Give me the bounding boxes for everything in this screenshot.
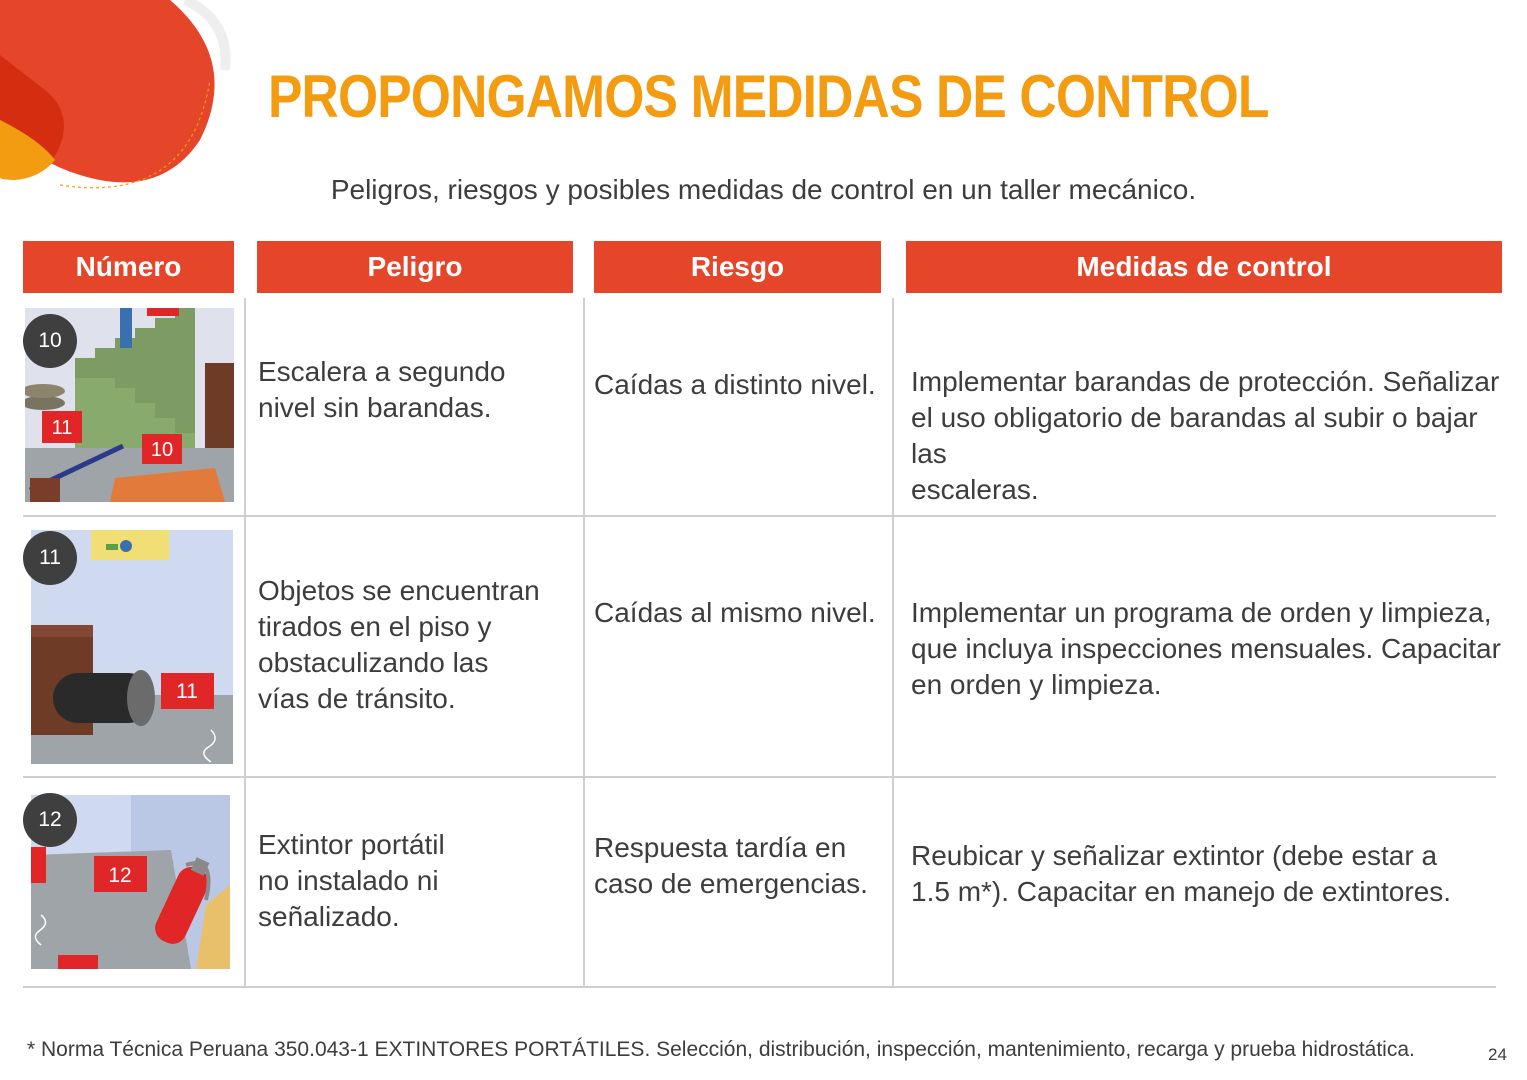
riesgo-cell: Caídas a distinto nivel. (594, 369, 876, 400)
column-divider (583, 298, 585, 988)
row-divider (23, 776, 1496, 778)
header-riesgo: Riesgo (594, 241, 881, 293)
medidas-cell: Reubicar y señalizar extintor (debe estar a 1.5 m*). Capacitar en manejo de extintores. (911, 840, 1452, 907)
medidas-cell: Implementar barandas de protección. Señalizar el uso obligatorio de barandas al subir o bajar las escaleras. (911, 366, 1500, 505)
row-number-badge: 11 (23, 531, 77, 585)
row-divider (23, 515, 1496, 517)
peligro-cell: Objetos se encuentran tirados en el piso y obstaculizando las vías de tránsito. (258, 575, 540, 714)
footnote: * Norma Técnica Peruana 350.043-1 EXTINTORES PORTÁTILES. Selección, distribución, inspección, mantenimiento, recarga y prueba hidrostática. (27, 1038, 1415, 1061)
column-divider (244, 298, 246, 988)
image-label: 11 (51, 417, 73, 439)
image-label: 10 (150, 439, 174, 461)
page-number: 24 (1488, 1045, 1507, 1064)
riesgo-cell: Respuesta tardía en caso de emergencias. (594, 832, 868, 899)
header-medidas: Medidas de control (906, 241, 1502, 293)
header-numero: Número (23, 241, 234, 293)
header-peligro: Peligro (257, 241, 573, 293)
image-label: 12 (108, 864, 132, 887)
peligro-cell: Extintor portátil no instalado ni señalizado. (258, 829, 445, 932)
page-subtitle: Peligros, riesgos y posibles medidas de control en un taller mecánico. (330, 174, 1197, 205)
column-divider (892, 298, 894, 988)
row-number-badge: 12 (23, 793, 77, 847)
row-number-badge: 10 (23, 314, 77, 368)
page-title: PROPONGAMOS MEDIDAS DE CONTROL (268, 63, 1269, 130)
medidas-cell: Implementar un programa de orden y limpieza, que incluya inspecciones mensuales. Capacitar en orden y limpieza. (911, 597, 1501, 700)
peligro-cell: Escalera a segundo nivel sin barandas. (258, 356, 506, 423)
image-label: 11 (176, 680, 198, 703)
riesgo-cell: Caídas al mismo nivel. (594, 597, 876, 628)
row-divider (23, 986, 1496, 988)
corner-decoration (0, 0, 240, 200)
